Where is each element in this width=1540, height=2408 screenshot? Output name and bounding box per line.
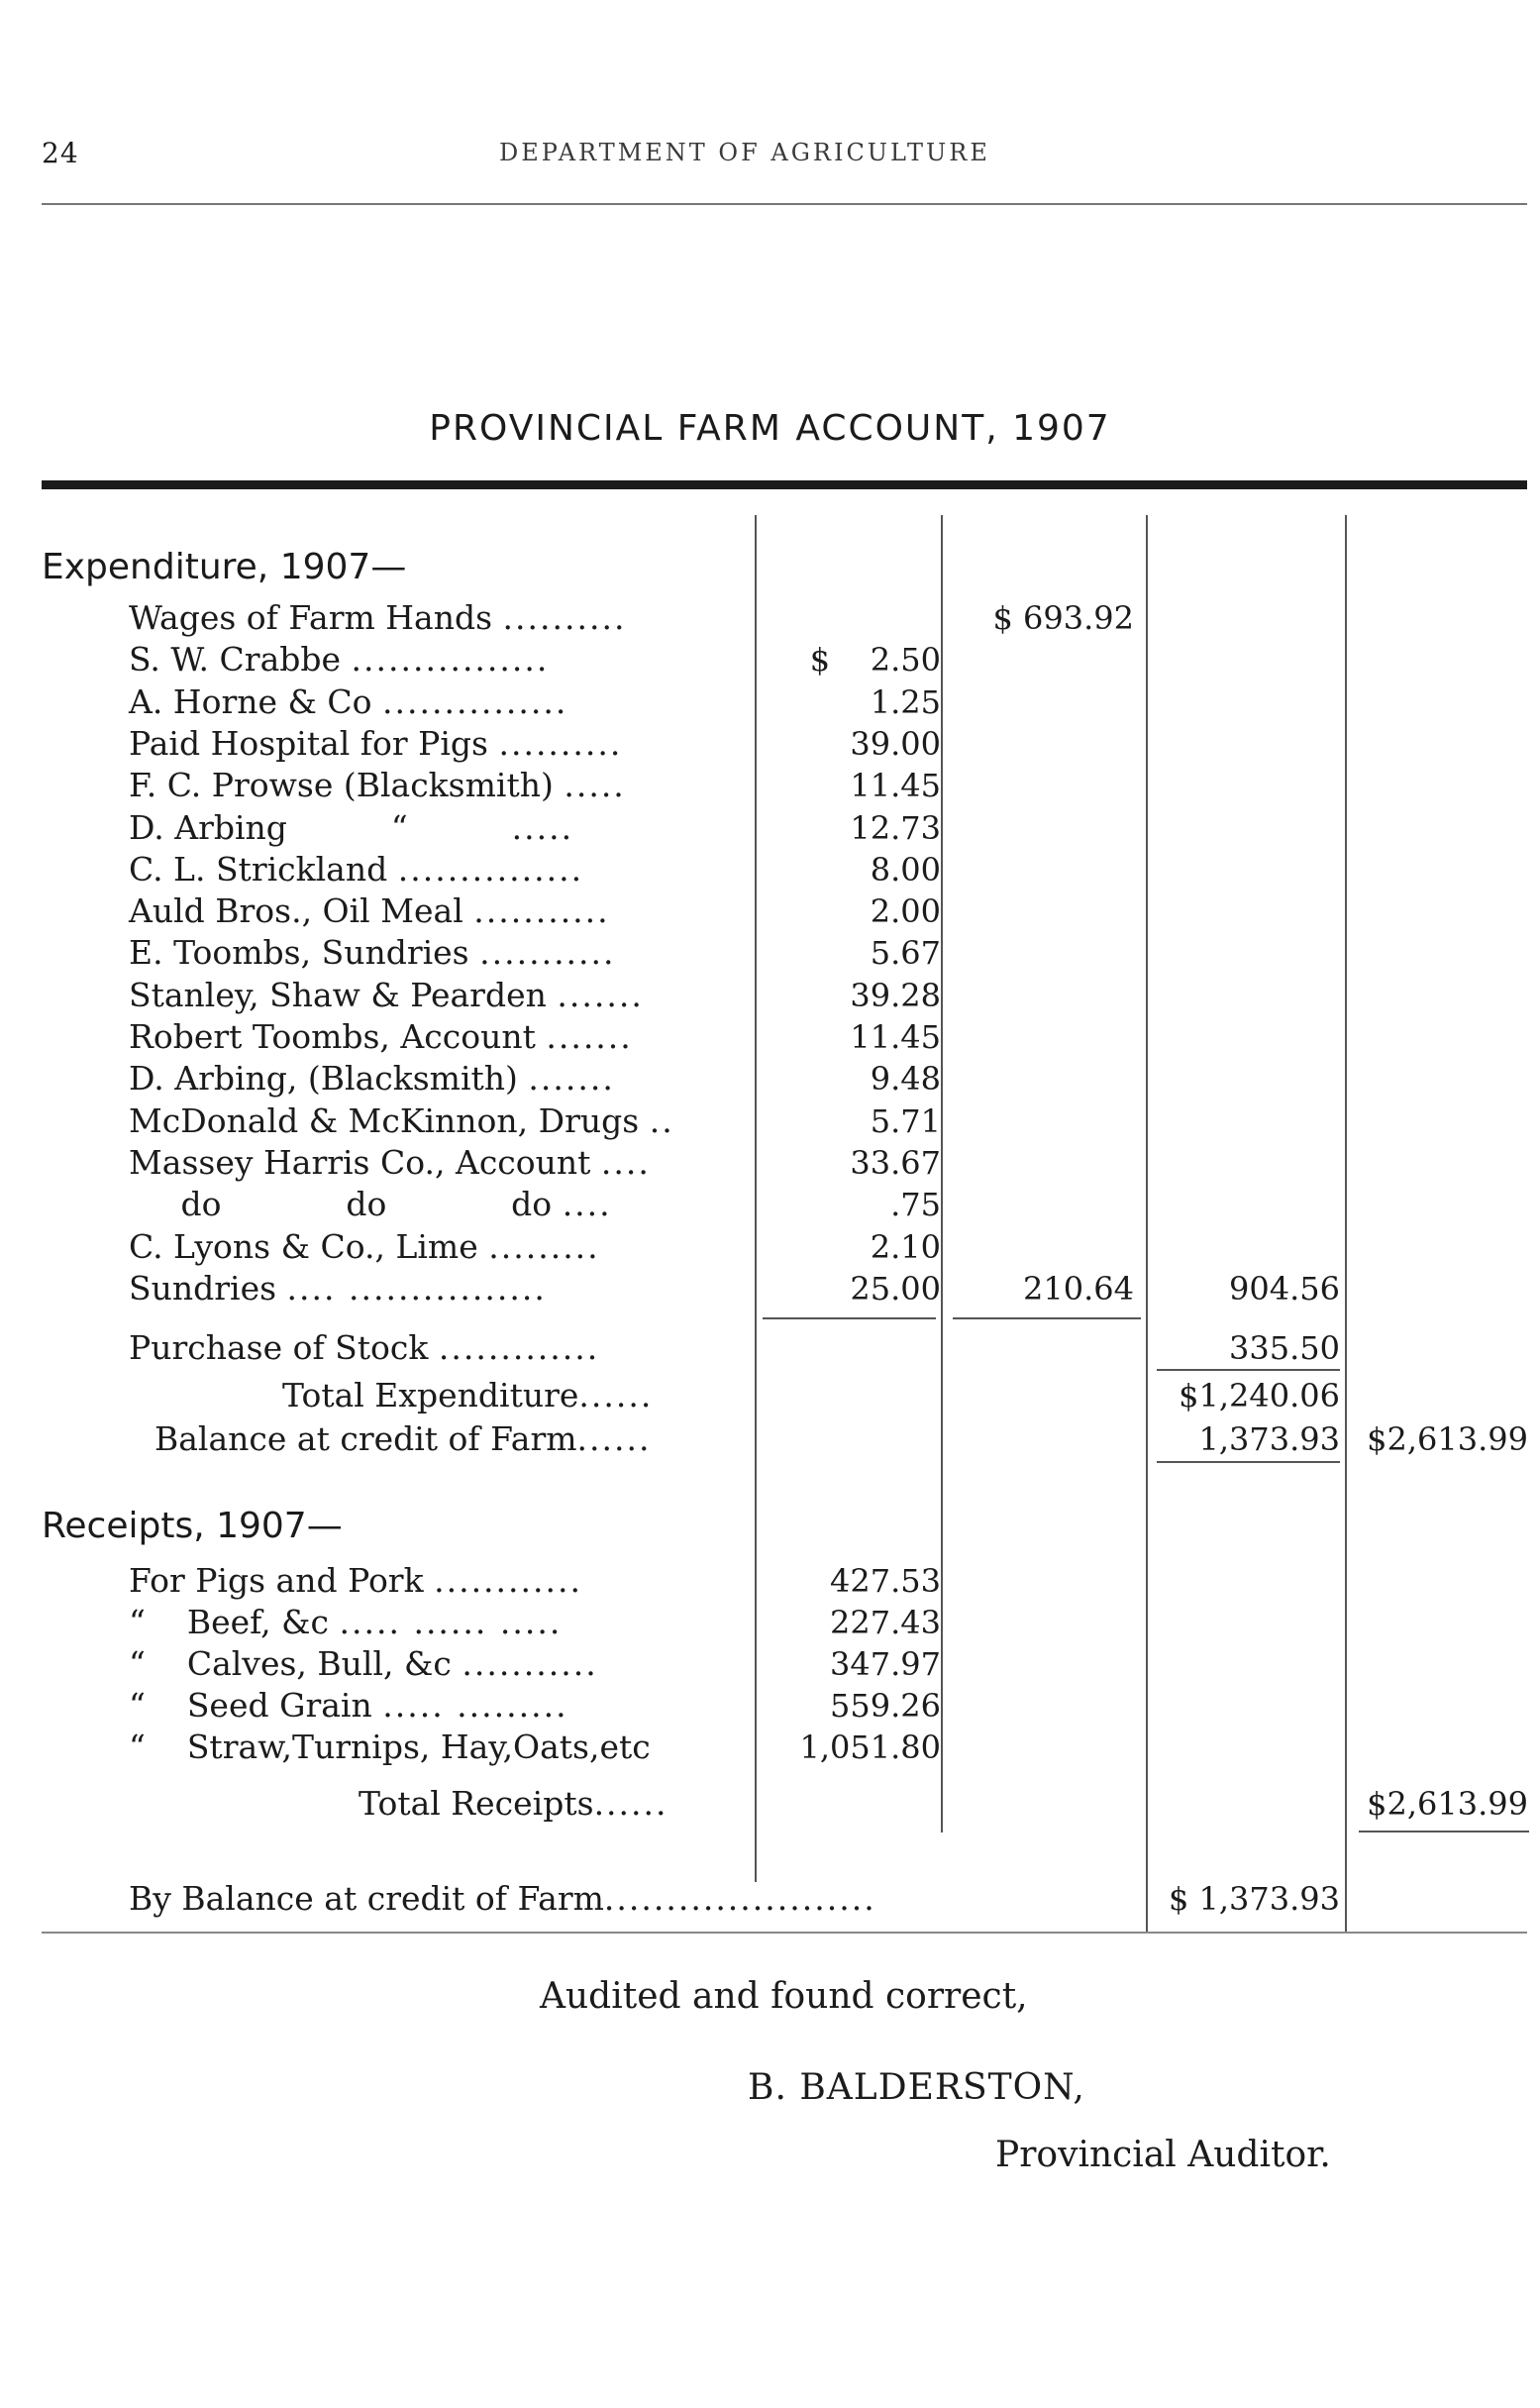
receipts-heading: Receipts, 1907— [42, 1506, 343, 1546]
total-receipts-row [0, 1783, 1540, 1825]
expenditure-label: D. Arbing “ ..... [129, 807, 574, 847]
auditor-title: Provincial Auditor. [995, 2135, 1331, 2175]
expenditure-amount-c1: 25.00 [850, 1269, 941, 1308]
total-expenditure-label: Total Expenditure...... [282, 1376, 654, 1414]
receipts-row [0, 1602, 1540, 1643]
expenditure-amount-c1: 5.67 [870, 934, 941, 973]
expenditure-label: Robert Toombs, Account ....... [129, 1017, 633, 1056]
expenditure-label: C. L. Strickland ............... [129, 849, 584, 889]
by-balance-label: By Balance at credit of Farm...................... [129, 1879, 876, 1918]
expenditure-label: Stanley, Shaw & Pearden ....... [129, 975, 644, 1014]
expenditure-amount-c1: 11.45 [850, 1018, 941, 1056]
col3-total-rule [1157, 1461, 1340, 1463]
receipts-label: For Pigs and Pork ............ [129, 1561, 582, 1600]
running-head: DEPARTMENT OF AGRICULTURE [499, 139, 990, 166]
total-expenditure-amount: $1,240.06 [1179, 1377, 1340, 1414]
receipts-amount-c1: 1,051.80 [799, 1728, 941, 1766]
expenditure-row [0, 597, 1540, 639]
expenditure-label: D. Arbing, (Blacksmith) ....... [129, 1059, 615, 1099]
expenditure-row [0, 807, 1540, 849]
expenditure-amount-c1: 8.00 [870, 850, 941, 889]
expenditure-label: Massey Harris Co., Account .... [129, 1142, 651, 1182]
total-expenditure-row [0, 1375, 1540, 1416]
expenditure-amount-c1: .75 [890, 1186, 941, 1224]
expenditure-amount-c1: $ 2.50 [809, 641, 941, 680]
receipts-amount-c1: 227.43 [830, 1604, 941, 1641]
expenditure-label: Wages of Farm Hands .......... [129, 598, 627, 637]
expenditure-label: E. Toombs, Sundries ........... [129, 933, 616, 973]
expenditure-amount-c1: 12.73 [850, 808, 941, 847]
expenditure-amount-c1: 2.00 [870, 892, 941, 931]
expenditure-amount-c1: 9.48 [870, 1060, 941, 1099]
expenditure-amount-c1: 11.45 [850, 767, 941, 805]
expenditure-heading: Expenditure, 1907— [42, 547, 407, 587]
bottom-rule [42, 1932, 1527, 1934]
purchase-of-stock-row [0, 1327, 1540, 1369]
expenditure-row [0, 723, 1540, 765]
by-balance-row [0, 1878, 1540, 1920]
expenditure-amount-c1: 33.67 [850, 1143, 941, 1182]
auditor-name: B. BALDERSTON, [748, 2067, 1085, 2108]
receipts-row [0, 1643, 1540, 1685]
receipts-total-rule [1359, 1831, 1529, 1832]
expenditure-label: A. Horne & Co ............... [129, 681, 568, 721]
expenditure-amount-c3: 904.56 [1229, 1269, 1340, 1308]
expenditure-grand-total: $2,613.99 [1367, 1420, 1528, 1458]
expenditure-label: McDonald & McKinnon, Drugs .. [129, 1100, 674, 1140]
expenditure-amount-c1: 1.25 [870, 682, 941, 721]
expenditure-row [0, 1016, 1540, 1058]
expenditure-amount-c1: 5.71 [870, 1101, 941, 1140]
balance-credit-label: Balance at credit of Farm...... [154, 1419, 652, 1458]
col3-subtotal-rule [1157, 1369, 1340, 1371]
expenditure-label: C. Lyons & Co., Lime ......... [129, 1226, 600, 1266]
expenditure-amount-c2: 210.64 [1023, 1269, 1134, 1308]
expenditure-label: do do do .... [129, 1185, 612, 1224]
receipts-label: “ Calves, Bull, &c ........... [129, 1644, 598, 1683]
expenditure-row [0, 1100, 1540, 1142]
expenditure-label: Auld Bros., Oil Meal ........... [129, 891, 610, 931]
purchase-of-stock-amount: 335.50 [1229, 1329, 1340, 1367]
expenditure-label: S. W. Crabbe ................ [129, 640, 550, 680]
col1-sum-rule [763, 1317, 936, 1319]
expenditure-row [0, 681, 1540, 723]
receipts-amount-c1: 559.26 [830, 1687, 941, 1725]
expenditure-row [0, 1226, 1540, 1268]
expenditure-amount-c2: $ 693.92 [992, 599, 1134, 637]
receipts-label: “ Straw,Turnips, Hay,Oats,etc [129, 1727, 651, 1766]
receipts-amount-c1: 427.53 [830, 1562, 941, 1600]
expenditure-row [0, 932, 1540, 974]
page-title: PROVINCIAL FARM ACCOUNT, 1907 [429, 408, 1111, 449]
purchase-of-stock-label: Purchase of Stock ............. [129, 1328, 600, 1367]
expenditure-label: Paid Hospital for Pigs .......... [129, 723, 623, 763]
col2-sum-rule [953, 1317, 1141, 1319]
receipts-row [0, 1727, 1540, 1768]
expenditure-row [0, 1268, 1540, 1309]
page-number: 24 [42, 137, 79, 169]
expenditure-row [0, 1058, 1540, 1099]
receipts-row [0, 1560, 1540, 1602]
expenditure-label: Sundries .... ................ [129, 1268, 547, 1308]
expenditure-row [0, 1142, 1540, 1184]
audited-statement: Audited and found correct, [540, 1976, 1028, 2017]
expenditure-amount-c1: 2.10 [870, 1227, 941, 1266]
receipts-amount-c1: 347.97 [830, 1645, 941, 1683]
expenditure-amount-c1: 39.28 [850, 976, 941, 1014]
title-rule [42, 480, 1527, 489]
by-balance-amount: $ 1,373.93 [1168, 1880, 1340, 1918]
receipts-label: “ Seed Grain ..... ......... [129, 1686, 568, 1725]
expenditure-row [0, 765, 1540, 806]
expenditure-row [0, 890, 1540, 932]
receipts-label: “ Beef, &c ..... ...... ..... [129, 1603, 563, 1641]
expenditure-row [0, 849, 1540, 890]
total-receipts-amount: $2,613.99 [1367, 1785, 1528, 1823]
balance-credit-row [0, 1418, 1540, 1460]
expenditure-amount-c1: 39.00 [850, 724, 941, 763]
header-rule [42, 203, 1527, 205]
expenditure-row [0, 639, 1540, 681]
expenditure-label: F. C. Prowse (Blacksmith) ..... [129, 766, 626, 805]
expenditure-row [0, 975, 1540, 1016]
receipts-row [0, 1685, 1540, 1727]
expenditure-row [0, 1184, 1540, 1225]
balance-credit-amount: 1,373.93 [1198, 1420, 1340, 1458]
total-receipts-label: Total Receipts...... [359, 1784, 668, 1823]
